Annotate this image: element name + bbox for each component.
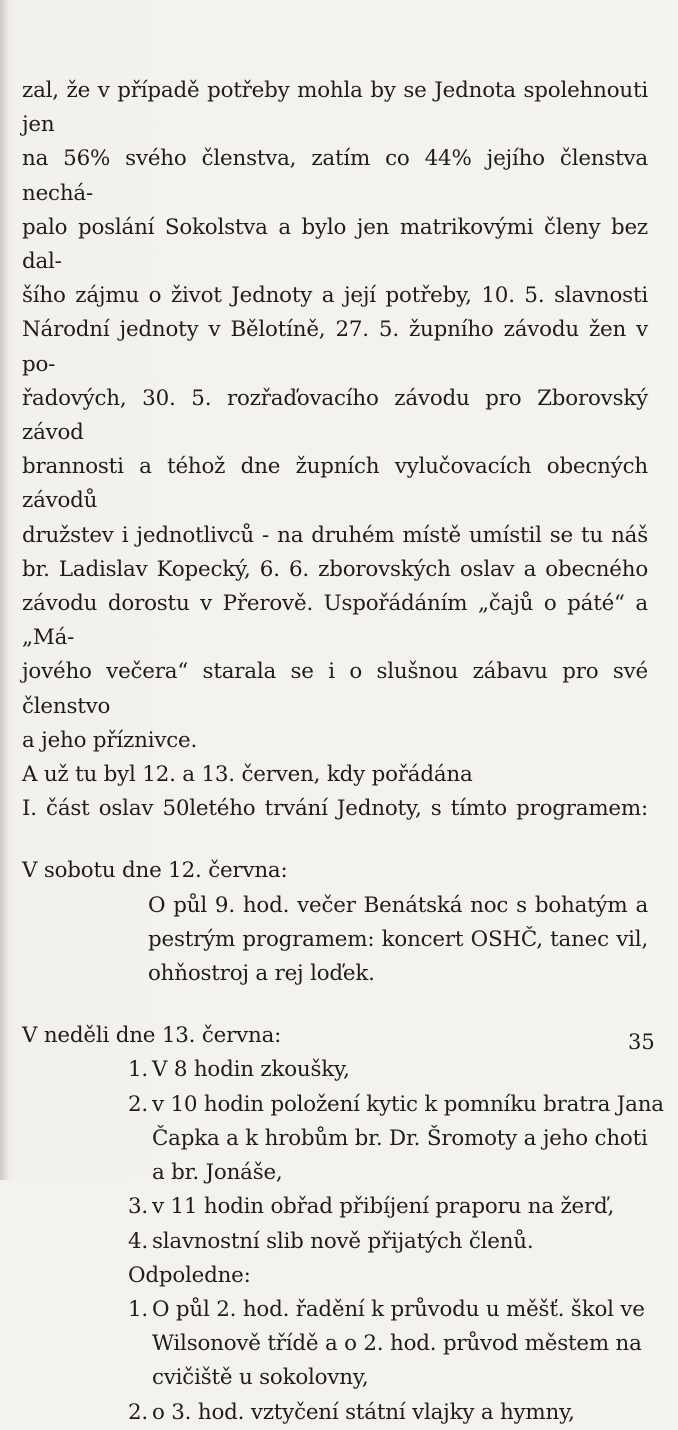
paragraph-line: zal, že v případě potřeby mohla by se Jednota spolehnouti jen bbox=[22, 78, 648, 138]
list-item-continuation: cvičiště u sokolovny, bbox=[152, 1365, 369, 1391]
main-paragraph bbox=[22, 74, 648, 758]
paragraph-line: na 56% svého členstva, zatím co 44% jejího členstva nechá- bbox=[22, 146, 648, 206]
list-item bbox=[128, 1396, 648, 1430]
paragraph-line: br. Ladislav Kopecký, 6. 6. zborovských oslav a obecného bbox=[22, 556, 648, 582]
list-item bbox=[128, 1190, 648, 1224]
paragraph-line: šího zájmu o život Jednoty a její potřeby, 10. 5. slavnosti bbox=[22, 283, 648, 309]
list-item-continuation: Čapka a k hrobům br. Dr. Šromoty a jeho choti bbox=[152, 1125, 648, 1151]
list-item-number: 2. bbox=[128, 1399, 149, 1425]
list-item-text: v 11 hodin obřad přibíjení praporu na žerď, bbox=[152, 1194, 615, 1220]
saturday-line: ohňostroj a rej loďek. bbox=[148, 961, 375, 987]
paragraph-line: řadových, 30. 5. rozřaďovacího závodu pro Zborovský závod bbox=[22, 385, 648, 446]
list-item bbox=[128, 1088, 664, 1122]
saturday-section bbox=[22, 854, 648, 991]
afternoon-heading: Odpoledne: bbox=[128, 1262, 251, 1288]
list-item-text: v 10 hodin položení kytic k pomníku bratra Jana bbox=[152, 1091, 664, 1117]
list-item-number: 1. bbox=[128, 1296, 149, 1322]
saturday-line: pestrým programem: koncert OSHČ, tanec vil, bbox=[148, 926, 648, 952]
paragraph-line: brannosti a téhož dne župních vylučovacích obecných závodů bbox=[22, 454, 648, 514]
list-item-continuation: Wilsonově třídě a o 2. hod. průvod městem na bbox=[152, 1331, 642, 1357]
list-item bbox=[128, 1293, 648, 1327]
page-text bbox=[22, 74, 664, 1430]
list-item-number: 1. bbox=[128, 1057, 149, 1083]
saturday-heading: V sobotu dne 12. června: bbox=[22, 858, 288, 884]
paragraph-line: jového večera“ starala se i o slušnou zábavu pro své členstvo bbox=[22, 659, 648, 719]
paragraph-line: družstev i jednotlivců - na druhém místě umístil se tu náš bbox=[22, 522, 648, 548]
list-item-number: 4. bbox=[128, 1228, 149, 1254]
sunday-morning-list bbox=[22, 1053, 664, 1429]
paragraph-line: závodu dorostu v Přerově. Uspořádáním „čajů o páté“ a „Má- bbox=[22, 591, 648, 651]
list-item bbox=[128, 1053, 648, 1087]
page-gutter-shadow bbox=[0, 0, 8, 1180]
list-item-continuation: a br. Jonáše, bbox=[152, 1160, 283, 1186]
paragraph-line: Národní jednoty v Bělotíně, 27. 5. župního závodu žen v po- bbox=[22, 317, 648, 377]
paragraph-line: a jeho příznivce. bbox=[22, 727, 198, 753]
intro-line: I. část oslav 50letého trvání Jednoty, s tímto programem: bbox=[22, 796, 648, 822]
list-item-text: O půl 2. hod. řadění k průvodu u měšť. škol ve bbox=[152, 1296, 645, 1322]
saturday-line: O půl 9. hod. večer Benátská noc s bohatým a bbox=[148, 892, 648, 918]
list-item-text: slavnostní slib nově přijatých členů. bbox=[152, 1228, 534, 1254]
list-item bbox=[128, 1225, 648, 1259]
list-item-text: o 3. hod. vztyčení státní vlajky a hymny, bbox=[152, 1399, 575, 1425]
list-item-number: 2. bbox=[128, 1091, 149, 1117]
list-item-number: 3. bbox=[128, 1194, 149, 1220]
sunday-heading: V neděli dne 13. června: bbox=[22, 1023, 282, 1049]
intro-line: A už tu byl 12. a 13. červen, kdy pořádána bbox=[22, 762, 473, 788]
sunday-section bbox=[22, 1019, 664, 1429]
paragraph-line: palo poslání Sokolstva a bylo jen matrikovými členy bez dal- bbox=[22, 214, 648, 275]
page-number: 35 bbox=[628, 1030, 655, 1054]
list-item-text: V 8 hodin zkoušky, bbox=[152, 1057, 350, 1083]
saturday-program bbox=[22, 889, 648, 992]
